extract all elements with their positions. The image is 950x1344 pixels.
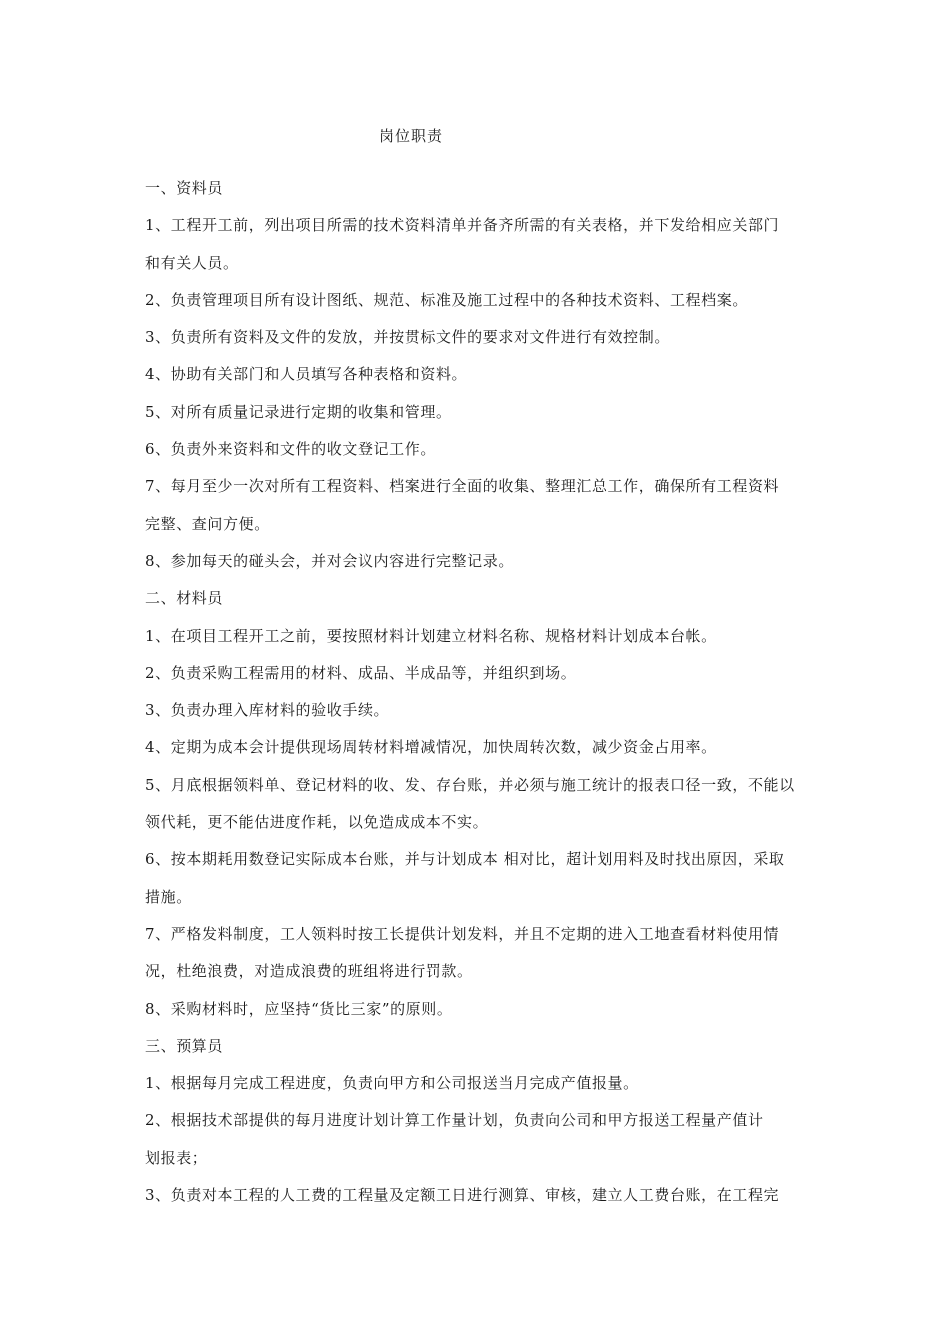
- text-line: 2、根据技术部提供的每月进度计划计算工作量计划，负责向公司和甲方报送工程量产值计: [145, 1111, 764, 1130]
- text-line: 完整、查问方便。: [145, 514, 270, 533]
- text-line: 3、负责办理入库材料的验收手续。: [145, 701, 390, 720]
- text-line: 1、根据每月完成工程进度，负责向甲方和公司报送当月完成产值报量。: [145, 1074, 639, 1093]
- text-line: 7、每月至少一次对所有工程资料、档案进行全面的收集、整理汇总工作，确保所有工程资料: [145, 477, 780, 496]
- text-line: 和有关人员。: [145, 253, 239, 272]
- text-line: 4、协助有关部门和人员填写各种表格和资料。: [145, 365, 468, 384]
- text-line: 划报表；: [145, 1148, 208, 1167]
- text-line: 8、参加每天的碰头会，并对会议内容进行完整记录。: [145, 551, 514, 570]
- text-line: 5、月底根据领料单、登记材料的收、发、存台账，并必须与施工统计的报表口径一致，不能以: [145, 775, 795, 794]
- text-line: 8、采购材料时，应坚持“货比三家”的原则。: [145, 999, 453, 1018]
- text-line: 一、资料员: [145, 179, 224, 197]
- text-line: 6、按本期耗用数登记实际成本台账，并与计划成本 相对比，超计划用料及时找出原因，采取: [145, 850, 785, 869]
- text-line: 3、负责所有资料及文件的发放，并按贯标文件的要求对文件进行有效控制。: [145, 328, 670, 347]
- text-line: 7、严格发料制度，工人领料时按工长提供计划发料，并且不定期的进入工地查看材料使用情: [145, 924, 780, 943]
- text-line: 2、负责管理项目所有设计图纸、规范、标准及施工过程中的各种技术资料、工程档案。: [145, 290, 748, 309]
- text-line: 二、材料员: [145, 589, 224, 608]
- text-line: 措施。: [145, 887, 192, 906]
- document-body: [145, 170, 813, 1214]
- text-line: 6、负责外来资料和文件的收文登记工作。: [145, 440, 436, 459]
- text-line: 5、对所有质量记录进行定期的收集和管理。: [145, 402, 452, 421]
- text-line: 1、工程开工前，列出项目所需的技术资料清单并备齐所需的有关表格，并下发给相应关部门: [145, 216, 780, 235]
- text-line: 2、负责采购工程需用的材料、成品、半成品等，并组织到场。: [145, 663, 577, 682]
- text-line: 4、定期为成本会计提供现场周转材料增减情况，加快周转次数，减少资金占用率。: [145, 738, 717, 757]
- text-line: 三、预算员: [145, 1036, 224, 1055]
- document-title: 岗位职责: [379, 127, 444, 145]
- text-line: 1、在项目工程开工之前，要按照材料计划建立材料名称、规格材料计划成本台帐。: [145, 626, 717, 645]
- text-line: 领代耗，更不能估进度作耗，以免造成成本不实。: [145, 813, 489, 832]
- text-line: 3、负责对本工程的人工费的工程量及定额工日进行测算、审核，建立人工费台账，在工程完: [145, 1186, 780, 1205]
- text-line: 况，杜绝浪费，对造成浪费的班组将进行罚款。: [145, 962, 473, 981]
